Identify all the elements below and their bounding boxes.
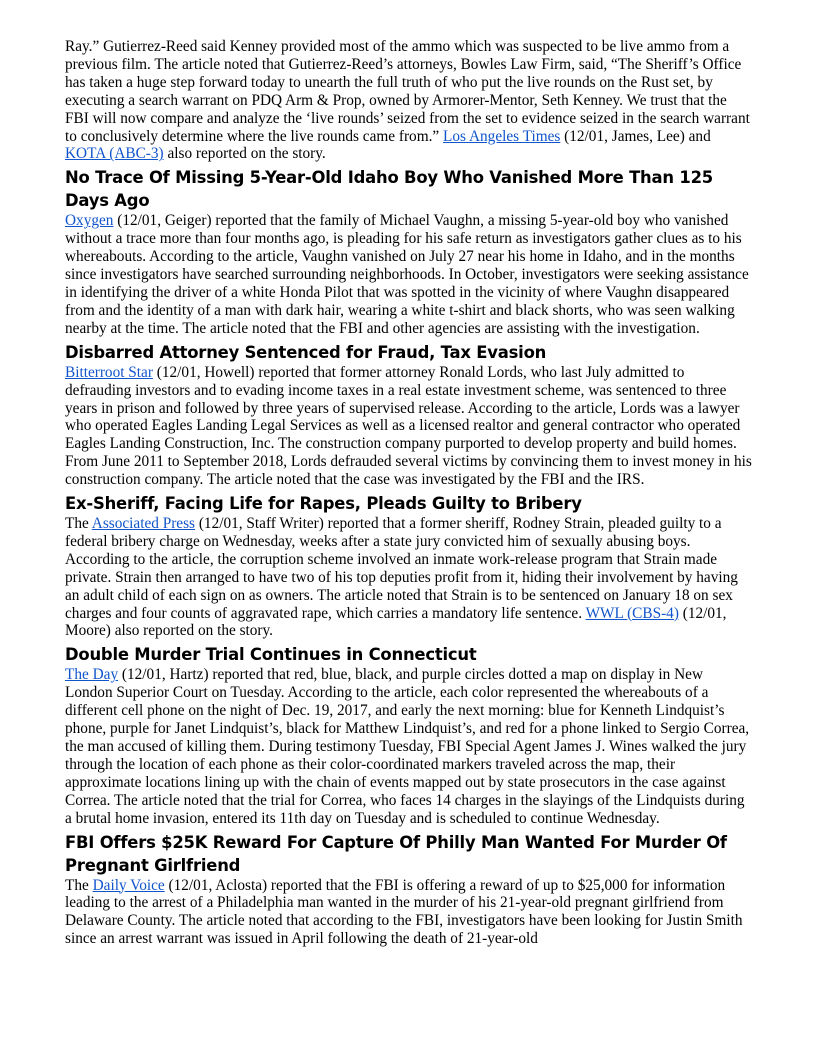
- article-ex-sheriff: [65, 492, 753, 640]
- intro-text: Ray.” Gutierrez-Reed said Kenney provided most of the ammo which was suspected to be live ammo from a previous film. The article noted that Gutierrez-Reed’s attorneys, Bowles Law Firm, said, “The Sheriff’s Office has taken a huge step forward today to unearth the full truth of who put the live rounds on the Rust set, by executing a search warrant on PDQ Arm & Prop, owned by Armorer-Mentor, Seth Kenney. We trust that the FBI will now compare and analyze the ‘live rounds’ seized from the set to evidence seized in the search warrant to conclusively determine where the live rounds came from.”: [65, 38, 750, 145]
- article-text: (12/01, Geiger) reported that the family of Michael Vaughn, a missing 5-year-old boy who vanished without a trace more than four months ago, is pleading for his safe return as investigators gather clues as to his whereabouts. According to the article, Vaughn vanished on July 27 near his home in Idaho, and in the months since investigators have searched surrounding neighborhoods. In October, investigators were seeking assistance in identifying the driver of a white Honda Pilot that was spotted in the vicinity of where Vaughn disappeared from and the identity of a man with dark hair, wearing a white t-shirt and black shorts, who was seen walking nearby at the time. The article noted that the FBI and other agencies are assisting with the investigation.: [65, 212, 749, 337]
- kota-link[interactable]: KOTA (ABC-3): [65, 145, 164, 163]
- article-headline: FBI Offers $25K Reward For Capture Of Philly Man Wanted For Murder Of Pregnant Girlfriend: [65, 832, 727, 875]
- article-text: (12/01, Hartz) reported that red, blue, black, and purple circles dotted a map on display in New London Superior Court on Tuesday. According to the article, each color represented the whereabouts of a different cell phone on the night of Dec. 19, 2017, and early the next morning: blue for Kenneth Lindquist’s phone, purple for Janet Lindquist’s, black for Matthew Lindquist’s, and red for a phone linked to Sergio Correa, the man accused of killing them. During testimony Tuesday, FBI Special Agent James J. Wines walked the jury through the location of each phone as their color-coordinated markers traveled across the map, their approximate locations lining up with the chain of events mapped out by state prosecutors in the case against Correa. The article noted that the trial for Correa, who faces 14 charges in the slayings of the Lindquists during a brutal home invasion, entered its 11th day on Tuesday and is scheduled to continue Wednesday.: [65, 666, 750, 827]
- article-pre: The: [65, 876, 93, 894]
- article-headline: Disbarred Attorney Sentenced for Fraud, Tax Evasion: [65, 342, 547, 362]
- article-headline: No Trace Of Missing 5-Year-Old Idaho Boy Who Vanished More Than 125 Days Ago: [65, 168, 713, 211]
- intro-text-end: also reported on the story.: [163, 145, 326, 163]
- article-text-end: (12/01, Moore) also reported on the story.: [65, 604, 727, 640]
- article-double-murder: [65, 643, 753, 827]
- the-day-link[interactable]: The Day: [65, 666, 119, 684]
- article-body: [65, 515, 753, 640]
- daily-voice-link[interactable]: Daily Voice: [92, 876, 165, 894]
- bitterroot-star-link[interactable]: Bitterroot Star: [65, 363, 153, 381]
- intro-paragraph: [65, 38, 753, 163]
- associated-press-link[interactable]: Associated Press: [91, 515, 196, 533]
- article-fbi-reward: [65, 831, 753, 949]
- article-headline: Double Murder Trial Continues in Connecticut: [65, 645, 477, 665]
- article-body: [65, 877, 753, 949]
- article-disbarred-attorney: [65, 341, 753, 489]
- los-angeles-times-link[interactable]: Los Angeles Times: [443, 127, 561, 145]
- article-body: [65, 364, 753, 489]
- article-text: (12/01, Aclosta) reported that the FBI is offering a reward of up to $25,000 for information leading to the arrest of a Philadelphia man wanted in the murder of his 21-year-old pregnant girlfriend from Delaware County. The article noted that according to the FBI, investigators have been looking for Justin Smith since an arrest warrant was issued in April following the death of 21-year-old: [65, 876, 743, 948]
- article-pre: The: [65, 515, 92, 533]
- article-text: (12/01, Staff Writer) reported that a former sheriff, Rodney Strain, pleaded guilty to a federal bribery charge on Wednesday, weeks after a state jury convicted him of sexually abusing boys. According to the article, the corruption scheme involved an inmate work-release program that Strain made private. Strain then arranged to have two of his top deputies profit from it, hiding their involvement by having an adult child of each sign on as owners. The article noted that Strain is to be sentenced on January 18 on sex charges and four counts of aggravated rape, which carries a mandatory life sentence.: [65, 515, 738, 622]
- article-text: (12/01, Howell) reported that former attorney Ronald Lords, who last July admitted to defrauding investors and to evading income taxes in a real estate investment scheme, was sentenced to three years in prison and followed by three years of supervised release. According to the article, Lords was a lawyer who operated Eagles Landing Legal Services as well as a licensed realtor and general contractor who operated Eagles Landing Construction, Inc. The construction company purported to develop property and build homes. From June 2011 to September 2018, Lords defrauded several victims by convincing them to invest money in his construction company. The article noted that the case was investigated by the FBI and the IRS.: [65, 363, 752, 489]
- article-idaho-boy: [65, 166, 753, 337]
- wwl-link[interactable]: WWL (CBS-4): [585, 604, 679, 622]
- oxygen-link[interactable]: Oxygen: [65, 212, 114, 230]
- document-page: [65, 38, 753, 948]
- article-headline: Ex-Sheriff, Facing Life for Rapes, Pleads Guilty to Bribery: [65, 494, 582, 514]
- article-body: [65, 212, 753, 337]
- article-body: [65, 666, 753, 827]
- intro-text-mid: (12/01, James, Lee) and: [560, 127, 711, 145]
